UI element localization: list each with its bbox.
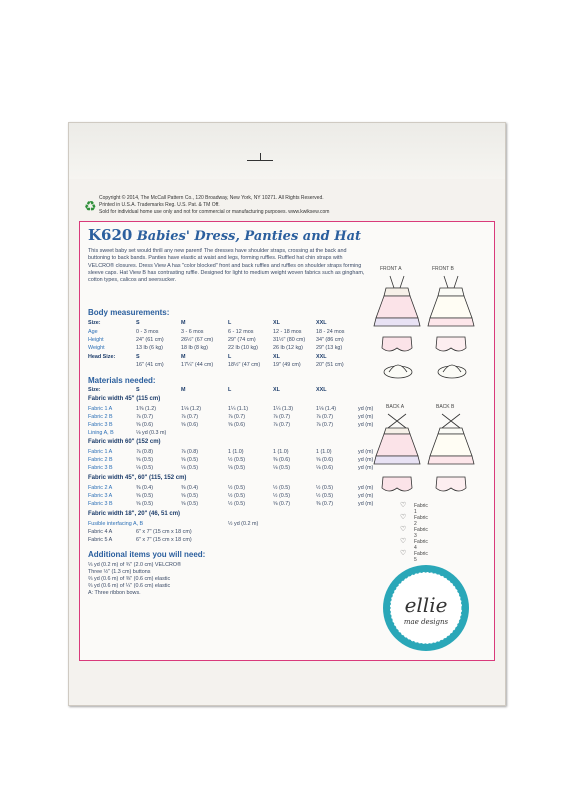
heart-icon: ♡ bbox=[400, 526, 407, 533]
heart-icon: ♡ bbox=[400, 550, 407, 557]
body-row-height: Height 24" (61 cm) 26½" (67 cm) 29" (74 cm) 31½" (80 cm) 34" (86 cm) bbox=[88, 337, 344, 343]
materials-size-header: Size: S M L XL XXL bbox=[88, 387, 327, 393]
additional-items-list bbox=[88, 562, 338, 597]
materials-row: Fabric 3 A ⅝ (0.5) ⅝ (0.5) ½ (0.5) ½ (0.5) ½ (0.5) yd (m) bbox=[88, 493, 374, 499]
pattern-info-panel: K620 Babies' Dress, Panties and Hat This sweet baby set would thrill any new parent! The dresses have shoulder straps, crossing at the back and buttoning to back bands. Panties have elastic at waist and legs, forming ruffles. Ruffled hat chin straps with VELCRO® closures. Dress View A has "color blocked" front and back ruffles and ruffles on shoulder straps forming sleeve caps. Hat View B has contrasting ruffle. Designed for light to medium weight woven fabrics such as gingham, cotton types, calicos and seersucker. Body measurements: Size: S M L XL XXL Age 0 - 3 mos 3 - 6 mos 6 - 12 mos 12 - 18 mos 18 - 24 mos Height 24" (61 cm) 26½" (67 cm) 29" (74 cm) 31½" (80 cm) 34" (86 cm) Weight 13 lb (6 kg) 18 lb (8 kg) 22 lb (10 kg) 26 lb (12 kg) 29" (13 kg) Head Size: S M L XL XXL 16" (41 cm) 17¼" (44 cm) 18½" (47 cm) 19" (49 cm) 20" (51 cm) Materials needed: Size: S M L XL XXL Fabric width 45" (115 cm) Fabric 1 A 1⅜ (1.2) 1⅛ (1.2) 1¼ (1.1) 1¼ (1.3) 1⅛ (1.4) yd (m) Fabric 2 B ⅞ (0.7) ⅞ (0.7) ⅞ (0.7) ⅞ (0.7) ⅞ (0.7) yd (m) Fabric 3 B ⅝ (0.6) ⅝ (0.6) ⅝ (0.6) ⅞ (0.7) ⅞ (0.7) yd (m) Lining A, B ⅛ yd (0.3 m) Fabric width 60" (152 cm) Fabric 1 A ⅞ (0.8) ⅞ (0.8) 1 (1.0) 1 (1.0) 1 (1.0) yd (m) Fabric 2 B ⅝ (0.5) ⅝ (0.5) ½ (0.5) ⅜ (0.6) ⅝ (0.6) yd (m) Fabric 3 B ⅛ (0.5) ⅛ (0.5) ⅛ (0.5) ⅛ (0.5) ⅛ (0.6) yd (m) Fabric width 45", 60" (115, 152 cm) Fabric 2 A ⅜ (0.4) ⅜ (0.4) ½ (0.5) ½ (0.5) ½ (0.5) yd (m) Fabric 3 A ⅝ (0.5) ⅝ (0.5) ½ (0.5) ½ (0.5) ½ (0.5) yd (m) Fabric 3 B ⅝ (0.5) ⅝ (0.5) ½ (0.5) ⅝ (0.7) ⅜ (0.7) yd (m) Fabric width 18", 20" (46, 51 cm) Fusible interfacing A, B ½ yd (0.2 m) Fabric 4 A 6" x 7" (15 cm x 18 cm) Fabric 5 A 6" x 7" (15 cm x 18 cm) Additional items you will need: ⅓ yd (0.2 m) of ¾" (2.0 cm) VELCRO® Three ½" (1.3 cm) buttons ⅔ yd (0.6 m) of ⅜" (0.6 cm) elastic ⅔ yd (0.6 m) of ¼" (0.6 cm) elastic A: Three ribbon bows. FRONT A FRONT B BACK A BACK B ♡ Fabric 1 ♡ Fabric 2 ♡ Fabric 3 ♡ Fabric 4 ♡ Fabric 5 ellie mae designs bbox=[79, 221, 495, 661]
view-label-front-a: FRONT A bbox=[380, 266, 402, 272]
heart-icon: ♡ bbox=[400, 502, 407, 509]
fabric-width-60-heading: Fabric width 60" (152 cm) bbox=[88, 439, 161, 445]
logo-tagline: mae designs bbox=[403, 618, 449, 626]
dress-front-b-sketch bbox=[426, 274, 476, 332]
body-measurements-heading: Body measurements: bbox=[88, 308, 170, 317]
pattern-title: Babies' Dress, Panties and Hat bbox=[136, 229, 361, 244]
panties-a-sketch bbox=[380, 334, 414, 356]
heart-icon: ♡ bbox=[400, 514, 407, 521]
panties-back-b-sketch bbox=[434, 474, 468, 496]
materials-row: Fabric 5 A 6" x 7" (15 cm x 18 cm) bbox=[88, 537, 192, 543]
materials-row: Fabric 2 B ⅞ (0.7) ⅞ (0.7) ⅞ (0.7) ⅞ (0.7) ⅞ (0.7) yd (m) bbox=[88, 414, 374, 420]
hat-b-sketch bbox=[436, 358, 468, 382]
envelope-flap bbox=[69, 123, 505, 179]
pattern-description: This sweet baby set would thrill any new parent! The dresses have shoulder straps, crossing at the back and buttoning to back bands. Panties have elastic at waist and legs, forming ruffles. Ruffled hat chin straps with VELCRO® closures. Dress View A has "color blocked" front and back ruffles and ruffles on shoulder straps forming sleeve caps. Hat View B has contrasting ruffle. Designed for light to medium weight woven fabrics such as gingham, cotton types, calicos and seersucker. bbox=[88, 248, 365, 284]
list-item: ⅔ yd (0.6 m) of ¼" (0.6 cm) elastic bbox=[88, 583, 171, 589]
dress-back-a-sketch bbox=[372, 412, 422, 470]
materials-row: Fabric 3 B ⅛ (0.5) ⅛ (0.5) ⅛ (0.5) ⅛ (0.5) ⅛ (0.6) yd (m) bbox=[88, 465, 374, 471]
materials-row: Fabric 3 B ⅝ (0.6) ⅝ (0.6) ⅝ (0.6) ⅞ (0.7) ⅞ (0.7) yd (m) bbox=[88, 422, 374, 428]
list-item: ⅓ yd (0.2 m) of ¾" (2.0 cm) VELCRO® bbox=[88, 562, 182, 568]
materials-row: Fabric 3 B ⅝ (0.5) ⅝ (0.5) ½ (0.5) ⅝ (0.7) ⅜ (0.7) yd (m) bbox=[88, 501, 374, 507]
logo-wordmark: ellie bbox=[404, 593, 448, 617]
list-item: ⅔ yd (0.6 m) of ⅜" (0.6 cm) elastic bbox=[88, 576, 171, 582]
materials-row: Fabric 1 A ⅞ (0.8) ⅞ (0.8) 1 (1.0) 1 (1.0) 1 (1.0) yd (m) bbox=[88, 449, 374, 455]
additional-items-heading: Additional items you will need: bbox=[88, 550, 206, 559]
view-label-back-b: BACK B bbox=[436, 404, 455, 410]
materials-row: Fabric 2 A ⅜ (0.4) ⅜ (0.4) ½ (0.5) ½ (0.5) ½ (0.5) yd (m) bbox=[88, 485, 374, 491]
pattern-envelope bbox=[68, 122, 506, 706]
materials-heading: Materials needed: bbox=[88, 376, 156, 385]
panties-b-sketch bbox=[434, 334, 468, 356]
heart-icon: ♡ bbox=[400, 538, 407, 545]
ellie-mae-designs-logo bbox=[380, 562, 472, 654]
body-row-age: Age 0 - 3 mos 3 - 6 mos 6 - 12 mos 12 - 18 mos 18 - 24 mos bbox=[88, 329, 345, 335]
materials-row: Fabric 1 A 1⅜ (1.2) 1⅛ (1.2) 1¼ (1.1) 1¼ (1.3) 1⅛ (1.4) yd (m) bbox=[88, 406, 374, 412]
materials-row: Fabric 4 A 6" x 7" (15 cm x 18 cm) bbox=[88, 529, 192, 535]
list-item: Three ½" (1.3 cm) buttons bbox=[88, 569, 151, 575]
panties-back-a-sketch bbox=[380, 474, 414, 496]
materials-row: Fabric 2 B ⅝ (0.5) ⅝ (0.5) ½ (0.5) ⅜ (0.6) ⅝ (0.6) yd (m) bbox=[88, 457, 374, 463]
head-size-header: Head Size: S M L XL XXL bbox=[88, 354, 327, 360]
materials-row: Lining A, B ⅛ yd (0.3 m) bbox=[88, 430, 167, 436]
pattern-number: K620 bbox=[88, 226, 133, 244]
hat-a-sketch bbox=[382, 358, 414, 382]
recycle-icon: ♻ bbox=[84, 198, 97, 214]
dress-back-b-sketch bbox=[426, 412, 476, 470]
head-size-row: 16" (41 cm) 17¼" (44 cm) 18½" (47 cm) 19" (49 cm) 20" (51 cm) bbox=[136, 362, 344, 368]
list-item: A: Three ribbon bows. bbox=[88, 590, 141, 596]
fabric-width-18-heading: Fabric width 18", 20" (46, 51 cm) bbox=[88, 511, 181, 517]
dress-front-a-sketch bbox=[372, 274, 422, 332]
fold-mark-line bbox=[247, 160, 273, 161]
body-row-weight: Weight 13 lb (6 kg) 18 lb (8 kg) 22 lb (10 kg) 26 lb (12 kg) 29" (13 kg) bbox=[88, 345, 343, 351]
view-label-back-a: BACK A bbox=[386, 404, 405, 410]
materials-row: Fusible interfacing A, B ½ yd (0.2 m) bbox=[88, 521, 259, 527]
view-label-front-b: FRONT B bbox=[432, 266, 454, 272]
copyright-notice: Copyright © 2014, The McCall Pattern Co., 120 Broadway, New York, NY 10271. All Rights Reserved. Printed in U.S.A. Trademarks Reg. U.S. Pat. & TM Off. Sold for individual home use only and not for commercial or manufacturing purposes. www.kwiksew.com bbox=[99, 195, 330, 215]
pattern-title-row bbox=[88, 226, 361, 245]
fabric-width-45-60-heading: Fabric width 45", 60" (115, 152 cm) bbox=[88, 475, 187, 481]
fabric-width-45-heading: Fabric width 45" (115 cm) bbox=[88, 396, 161, 402]
body-size-header: Size: S M L XL XXL bbox=[88, 320, 327, 326]
